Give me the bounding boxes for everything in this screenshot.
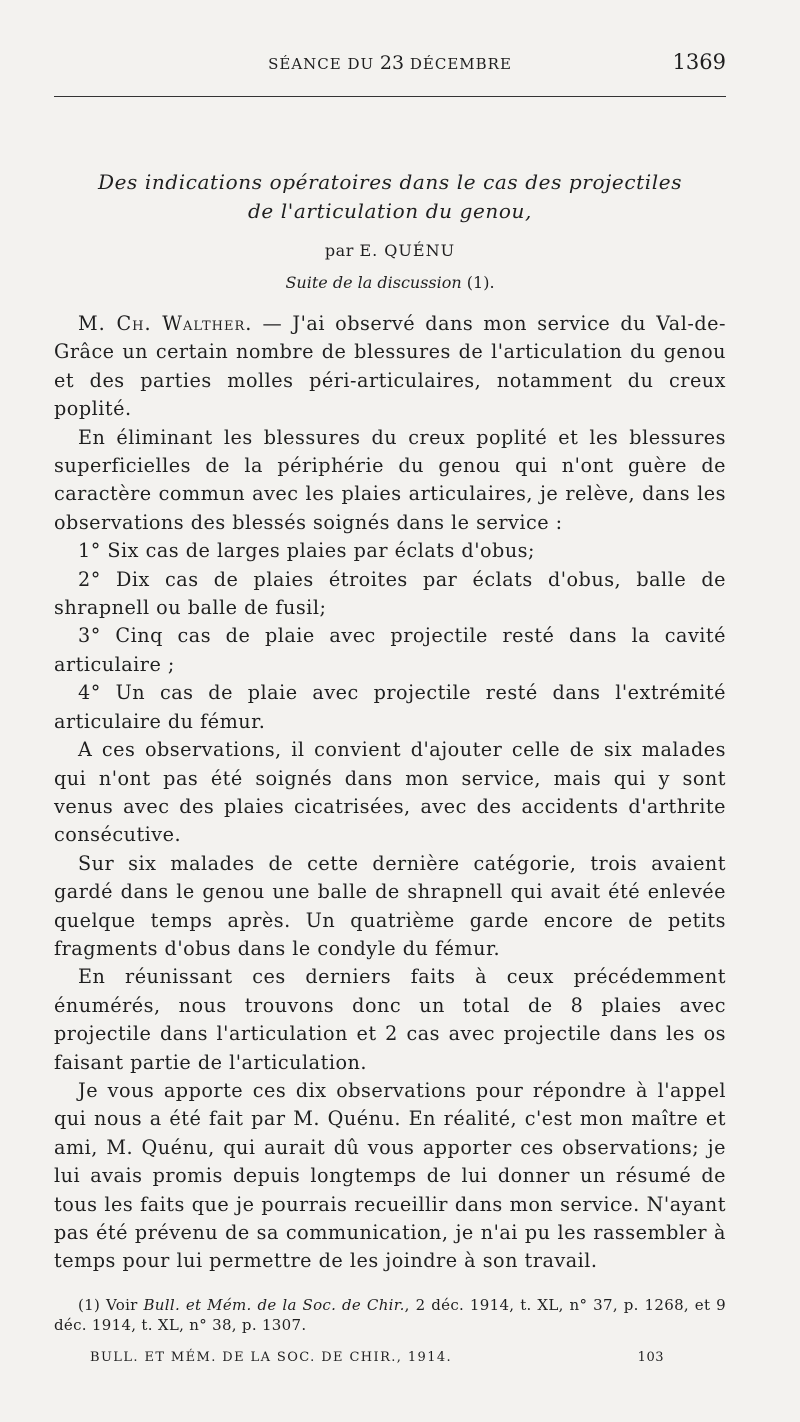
article-heading — [54, 168, 726, 294]
paragraph-6: Je vous apporte ces dix observations pour répondre à l'appel qui nous a été fait par M. Quénu. En réalité, c'est mon maître et ami, M. Quénu, qui aurait dû vous apporter ces observations; je lui avais promis depuis longtemps de lui donner un résumé de tous les faits que je pourrais recueillir dans mon service. N'ayant pas été prévenu de sa communication, je n'ai pu les rassembler à temps pour lui permettre de les joindre à son travail. — [54, 1078, 726, 1273]
journal-footer: BULL. ET MÉM. DE LA SOC. DE CHIR., 1914. — [90, 1350, 453, 1365]
article-title-line-2: de l'articulation du genou, — [248, 199, 532, 223]
footnote-lead: (1) Voir — [78, 1296, 144, 1314]
paragraph-2: En éliminant les blessures du creux poplité et les blessures superficielles de la périphérie du genou qui n'ont guère de caractère commun avec les plaies articulaires, je relève, dans les observations des blessés soignés dans le service : — [54, 425, 726, 534]
list-item-3: 3° Cinq cas de plaie avec projectile resté dans la cavité articulaire ; — [54, 624, 726, 676]
running-title-post: DÉCEMBRE — [404, 55, 512, 73]
page-footer — [90, 1350, 690, 1372]
footnote-reference: (1). — [461, 273, 495, 292]
page-number: 1369 — [672, 50, 726, 74]
running-title — [54, 52, 726, 74]
header-rule — [54, 96, 726, 97]
paragraph-4: Sur six malades de cette dernière catégorie, trois avaient gardé dans le genou une balle de shrapnell qui avait été enlevée quelque temps après. Un quatrième garde encore de petits fragments d'obus dans le condyle du fémur. — [54, 851, 726, 960]
speaker-name: M. Ch. Walther. — [78, 312, 253, 335]
list-item-2: 2° Dix cas de plaies étroites par éclats d'obus, balle de shrapnell ou balle de fusil; — [54, 567, 726, 620]
paragraph-3: A ces observations, il convient d'ajouter celle de six malades qui n'ont pas été soignés dans mon service, mais qui y sont venus avec des plaies cicatrisées, avec des accidents d'arthrite consécutive. — [54, 738, 726, 847]
paragraph-1-text: — J'ai observé dans mon service du Val-de-Grâce un certain nombre de blessures de l'articulation du genou et des parties molles péri-articulaires, notamment du creux poplité. — [54, 312, 726, 421]
footnote-source: Bull. et Mém. de la Soc. de Chir. — [143, 1296, 405, 1314]
byline — [54, 240, 726, 262]
subtitle-text: Suite de la discussion — [285, 273, 462, 292]
subtitle — [54, 272, 726, 294]
byline-prefix: par — [324, 241, 360, 260]
footnote-rest: , 2 déc. 1914, t. XL, n° 37, p. 1268, et 9 déc. 1914, t. XL, n° 38, p. 1307. — [54, 1296, 726, 1334]
paragraph-5: En réunissant ces derniers faits à ceux précédemment énumérés, nous trouvons donc un total de 8 plaies avec projectile dans l'articulation et 2 cas avec projectile dans les os faisant partie de l'articulation. — [54, 965, 726, 1074]
signature-mark: 103 — [637, 1350, 664, 1365]
paragraph-1 — [54, 310, 726, 424]
footnote — [54, 1295, 726, 1335]
footnote-text — [54, 1295, 726, 1335]
list-item-4: 4° Un cas de plaie avec projectile resté dans l'extrémité articulaire du fémur. — [54, 681, 726, 733]
article-title-line-1: Des indications opératoires dans le cas des projectiles — [97, 170, 683, 194]
running-title-date: 23 — [379, 52, 405, 74]
running-head — [54, 50, 726, 84]
author-name: E. QUÉNU — [359, 241, 456, 260]
list-item-1: 1° Six cas de larges plaies par éclats d'obus; — [78, 539, 535, 563]
body-text — [54, 310, 726, 1276]
running-title-pre: SÉANCE DU — [268, 55, 380, 73]
